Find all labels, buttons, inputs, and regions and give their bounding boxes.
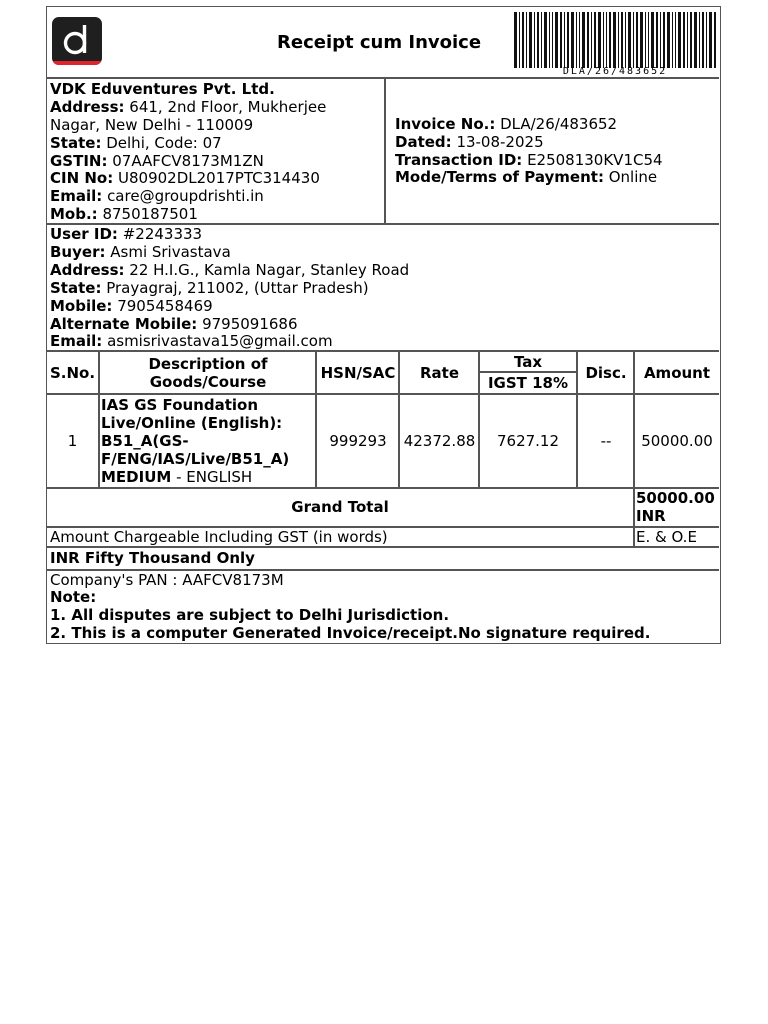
amount-in-words: INR Fifty Thousand Only [50, 549, 255, 567]
col-header-tax: Tax [513, 352, 543, 371]
seller-state: State: Delhi, Code: 07 [50, 134, 222, 152]
row-description: IAS GS Foundation Live/Online (English): B51_A(GS- F/ENG/IAS/Live/B51_A) MEDIUM - ENGLISH [101, 396, 290, 486]
seller-mobile: Mob.: 8750187501 [50, 205, 198, 223]
buyer-address: Address: 22 H.I.G., Kamla Nagar, Stanley Road [50, 261, 410, 279]
col-header-description: Description of Goods/Course [148, 355, 268, 391]
invoice-sheet [46, 6, 721, 644]
seller-email: Email: care@groupdrishti.in [50, 187, 264, 205]
row-sno: 1 [67, 432, 78, 450]
company-pan: Company's PAN : AAFCV8173M [50, 571, 284, 589]
col-header-sno: S.No. [49, 364, 96, 382]
transaction-id: Transaction ID: E2508130KV1C54 [395, 151, 663, 169]
page-title: Receipt cum Invoice [277, 32, 482, 53]
col-header-rate: Rate [419, 364, 460, 382]
buyer-email: Email: asmisrivastava15@gmail.com [50, 332, 333, 350]
seller-cin: CIN No: U80902DL2017PTC314430 [50, 169, 320, 187]
barcode-number: DLA/26/483652 [562, 66, 668, 77]
note-label: Note: [50, 588, 97, 606]
invoice-number: Invoice No.: DLA/26/483652 [395, 115, 618, 133]
groupdrishti-logo-icon [52, 17, 102, 65]
seller-address-line1: Address: 641, 2nd Floor, Mukherjee [50, 98, 327, 116]
row-rate: 42372.88 [403, 432, 476, 450]
buyer-name: Buyer: Asmi Srivastava [50, 243, 231, 261]
row-tax: 7627.12 [496, 432, 560, 450]
note-line-2: 2. This is a computer Generated Invoice/receipt.No signature required. [50, 624, 651, 642]
col-header-disc: Disc. [585, 364, 627, 382]
seller-gstin: GSTIN: 07AAFCV8173M1ZN [50, 152, 264, 170]
payment-mode: Mode/Terms of Payment: Online [395, 168, 658, 186]
row-disc: -- [600, 432, 612, 450]
col-header-amount: Amount [643, 364, 711, 382]
col-header-igst: IGST 18% [487, 374, 569, 392]
seller-name: VDK Eduventures Pvt. Ltd. [50, 80, 275, 98]
buyer-state: State: Prayagraj, 211002, (Uttar Pradesh) [50, 279, 369, 297]
buyer-mobile: Mobile: 7905458469 [50, 297, 213, 315]
grand-total-amount: 50000.00 INR [636, 489, 715, 525]
note-line-1: 1. All disputes are subject to Delhi Jurisdiction. [50, 606, 450, 624]
buyer-user-id: User ID: #2243333 [50, 225, 203, 243]
row-amount: 50000.00 [641, 432, 713, 450]
col-header-hsn: HSN/SAC [320, 364, 396, 382]
eoe-text: E. & O.E [636, 528, 697, 546]
invoice-date: Dated: 13-08-2025 [395, 133, 544, 151]
amount-words-label: Amount Chargeable Including GST (in words) [50, 528, 388, 546]
seller-address-line2: Nagar, New Delhi - 110009 [50, 116, 254, 134]
barcode-icon [514, 12, 716, 68]
buyer-alt-mobile: Alternate Mobile: 9795091686 [50, 315, 298, 333]
grand-total-label: Grand Total [291, 498, 389, 516]
row-hsn: 999293 [329, 432, 387, 450]
